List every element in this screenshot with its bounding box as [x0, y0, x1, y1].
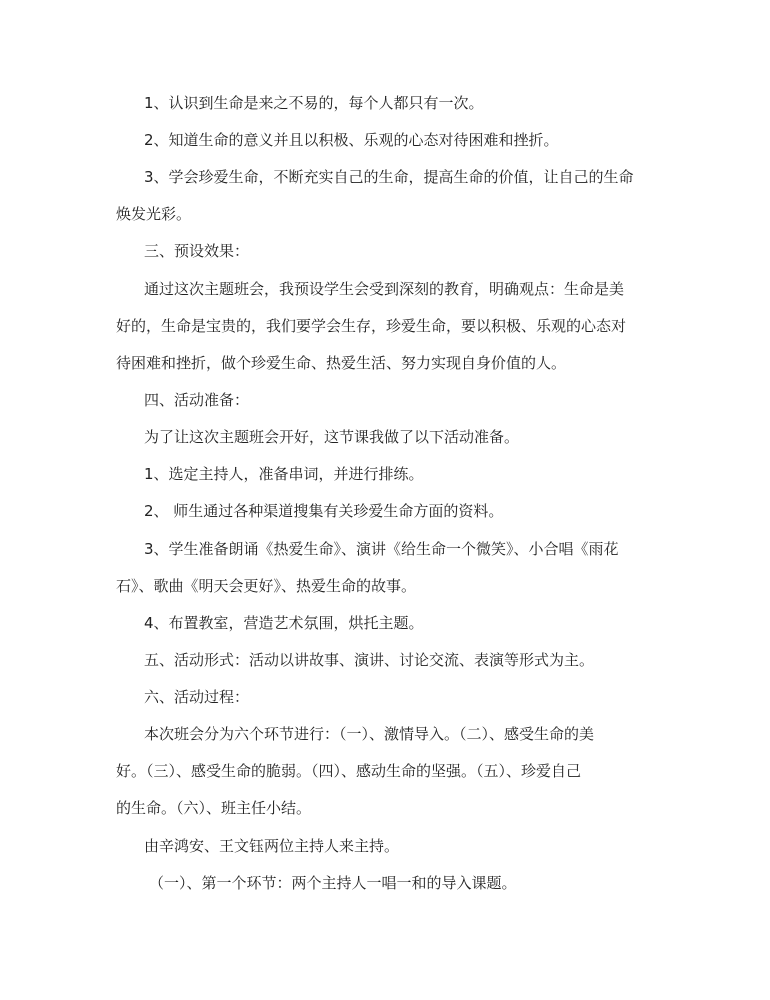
- process-paragraph-line-3: 的生命。（六）、班主任小结。: [116, 799, 312, 817]
- preparation-item-1: 1、选定主持人，准备串词，并进行排练。: [144, 465, 424, 483]
- preparation-intro: 为了让这次主题班会开好，这节课我做了以下活动准备。: [144, 428, 520, 446]
- expected-effect-paragraph-line-3: 待困难和挫折，做个珍爱生命、热爱生活、努力实现自身价值的人。: [116, 354, 567, 372]
- goal-item-3: 3、学会珍爱生命，不断充实自己的生命，提高生命的价值，让自己的生命: [144, 168, 634, 186]
- expected-effect-paragraph-line-1: 通过这次主题班会，我预设学生会受到深刻的教育，明确观点：生命是美: [144, 280, 625, 298]
- expected-effect-paragraph-line-2: 好的，生命是宝贵的，我们要学会生存，珍爱生命，要以积极、乐观的心态对: [116, 317, 627, 335]
- preparation-item-3-continued: 石》、歌曲《明天会更好》、热爱生命的故事。: [116, 577, 417, 595]
- goal-item-1: 1、认识到生命是来之不易的，每个人都只有一次。: [144, 94, 484, 112]
- section-heading-preparation: 四、活动准备：: [144, 391, 250, 409]
- goal-item-2: 2、知道生命的意义并且以积极、乐观的心态对待困难和挫折。: [144, 131, 559, 149]
- step-one-line: （一）、第一个环节：两个主持人一唱一和的导入课题。: [149, 874, 517, 892]
- process-paragraph-line-1: 本次班会分为六个环节进行：（一）、激情导入。（二）、感受生命的美: [144, 725, 595, 743]
- preparation-item-4: 4、布置教室，营造艺术氛围，烘托主题。: [144, 614, 424, 632]
- goal-item-3-continued: 焕发光彩。: [116, 205, 192, 223]
- section-heading-activity-process: 六、活动过程：: [144, 688, 250, 706]
- preparation-item-2: 2、 师生通过各种渠道搜集有关珍爱生命方面的资料。: [144, 502, 504, 520]
- preparation-item-3: 3、学生准备朗诵《热爱生命》、演讲《给生命一个微笑》、小合唱《雨花: [144, 540, 619, 558]
- process-paragraph-line-2: 好。（三）、感受生命的脆弱。（四）、感动生命的坚强。（五）、珍爱自己: [116, 762, 582, 780]
- hosts-line: 由辛鸿安、王文钰两位主持人来主持。: [144, 837, 400, 855]
- section-heading-expected-effect: 三、预设效果：: [144, 242, 250, 260]
- section-activity-format: 五、活动形式：活动以讲故事、演讲、讨论交流、表演等形式为主。: [144, 651, 595, 669]
